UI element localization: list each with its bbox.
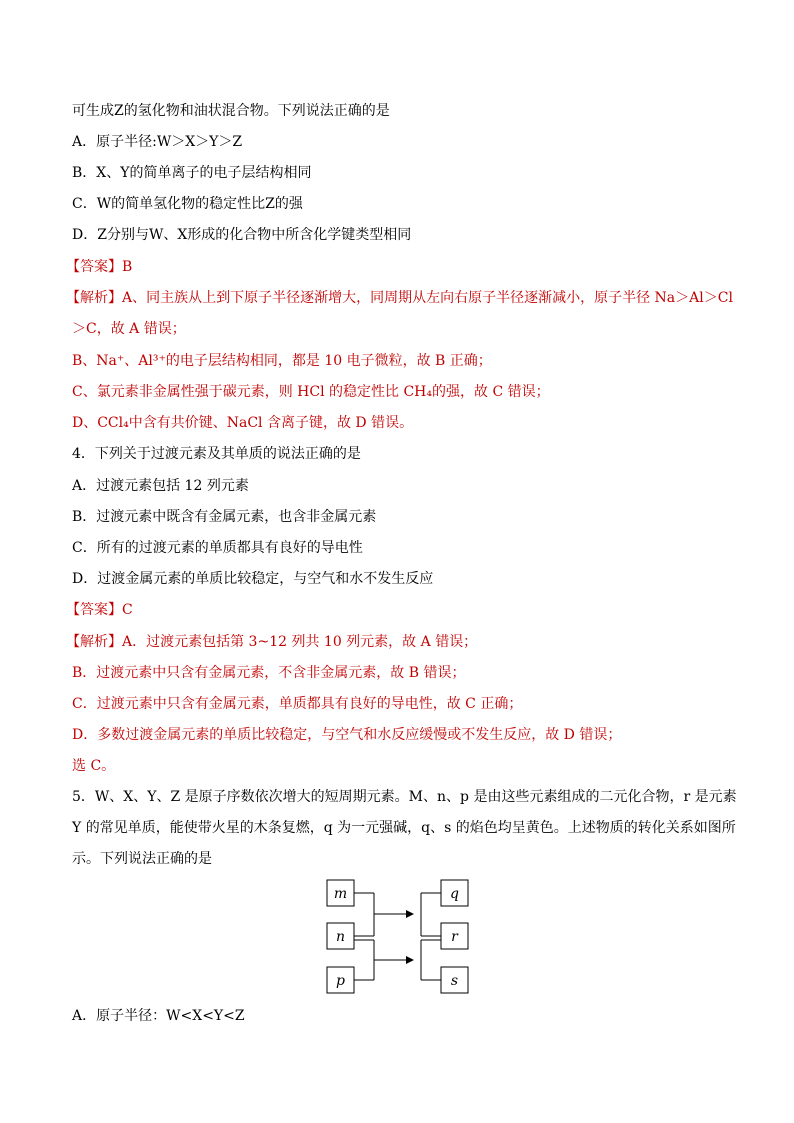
q4-answer-value: C [122, 602, 133, 618]
label-s: s [450, 973, 459, 989]
q4-option-a: A．过渡元素包括 12 列元素 [72, 478, 249, 494]
q5-option-a: A．原子半径：W<X<Y<Z [72, 1008, 245, 1024]
q3-option-d: D．Z分别与W、X形成的化合物中所含化学键类型相同 [72, 227, 412, 243]
q3-answer-tag: 【答案】 [66, 259, 122, 275]
q4-conclusion: 选 C。 [72, 758, 116, 774]
q5-stem-line-1: 5．W、X、Y、Z 是原子序数依次增大的短周期元素。M、n、p 是由这些元素组成的二元化合物，r 是元素 [72, 789, 737, 805]
q3-stem-tail: 可生成Z的氢化物和油状混合物。下列说法正确的是 [72, 103, 390, 119]
q5-stem-line-3: 示。下列说法正确的是 [72, 851, 212, 867]
q5-stem-line-2: Y 的常见单质，能使带火星的木条复燃，q 为一元强碱，q、s 的焰色均呈黄色。上述物质的转化关系如图所 [72, 820, 736, 836]
q4-stem: 4．下列关于过渡元素及其单质的说法正确的是 [72, 446, 361, 462]
q4-analysis-line-2: B．过渡元素中只含有金属元素，不含非金属元素，故 B 错误； [72, 665, 466, 681]
label-n: n [335, 929, 346, 945]
q3-option-c: C．W的简单氢化物的稳定性比Z的强 [72, 196, 303, 212]
label-r: r [451, 929, 458, 945]
q4-analysis-tag: 【解析】 [66, 634, 122, 650]
label-m: m [333, 886, 348, 902]
q3-analysis-line-5: D、CCl₄中含有共价键、NaCl 含离子键，故 D 错误。 [72, 415, 414, 431]
q3-analysis-tag: 【解析】 [66, 290, 122, 306]
q3-option-a: A．原子半径:W＞X＞Y＞Z [72, 134, 243, 150]
q3-answer-value: B [122, 259, 133, 275]
label-q: q [450, 886, 459, 902]
q3-analysis-text-1: A、同主族从上到下原子半径逐渐增大，同周期从左向右原子半径逐渐减小，原子半径 Na＞Al＞Cl [122, 290, 733, 306]
q4-analysis-line-3: C．过渡元素中只含有金属元素，单质都具有良好的导电性，故 C 正确； [72, 696, 523, 712]
q4-answer-tag: 【答案】 [66, 602, 122, 618]
label-p: p [336, 973, 345, 989]
q3-analysis-line-3: B、Na⁺、Al³⁺的电子层结构相同，都是 10 电子微粒，故 B 正确； [72, 353, 492, 369]
q3-analysis-line-4: C、氯元素非金属性强于碳元素，则 HCl 的稳定性比 CH₄的强，故 C 错误； [72, 384, 550, 400]
q3-analysis-line-2: ＞C，故 A 错误； [72, 321, 186, 337]
upper-connector [354, 893, 441, 936]
lower-connector [354, 940, 441, 980]
q4-option-d: D．过渡金属元素的单质比较稳定，与空气和水不发生反应 [72, 571, 434, 587]
q4-analysis-line-4: D．多数过渡金属元素的单质比较稳定，与空气和水反应缓慢或不发生反应，故 D 错误； [72, 727, 622, 743]
q4-option-b: B．过渡元素中既含有金属元素，也含非金属元素 [72, 509, 377, 525]
q4-option-c: C．所有的过渡元素的单质都具有良好的导电性 [72, 540, 363, 556]
q4-analysis-text-1: A．过渡元素包括第 3~12 列共 10 列元素，故 A 错误； [122, 634, 478, 650]
q3-option-b: B．X、Y的简单离子的电子层结构相同 [72, 165, 312, 181]
